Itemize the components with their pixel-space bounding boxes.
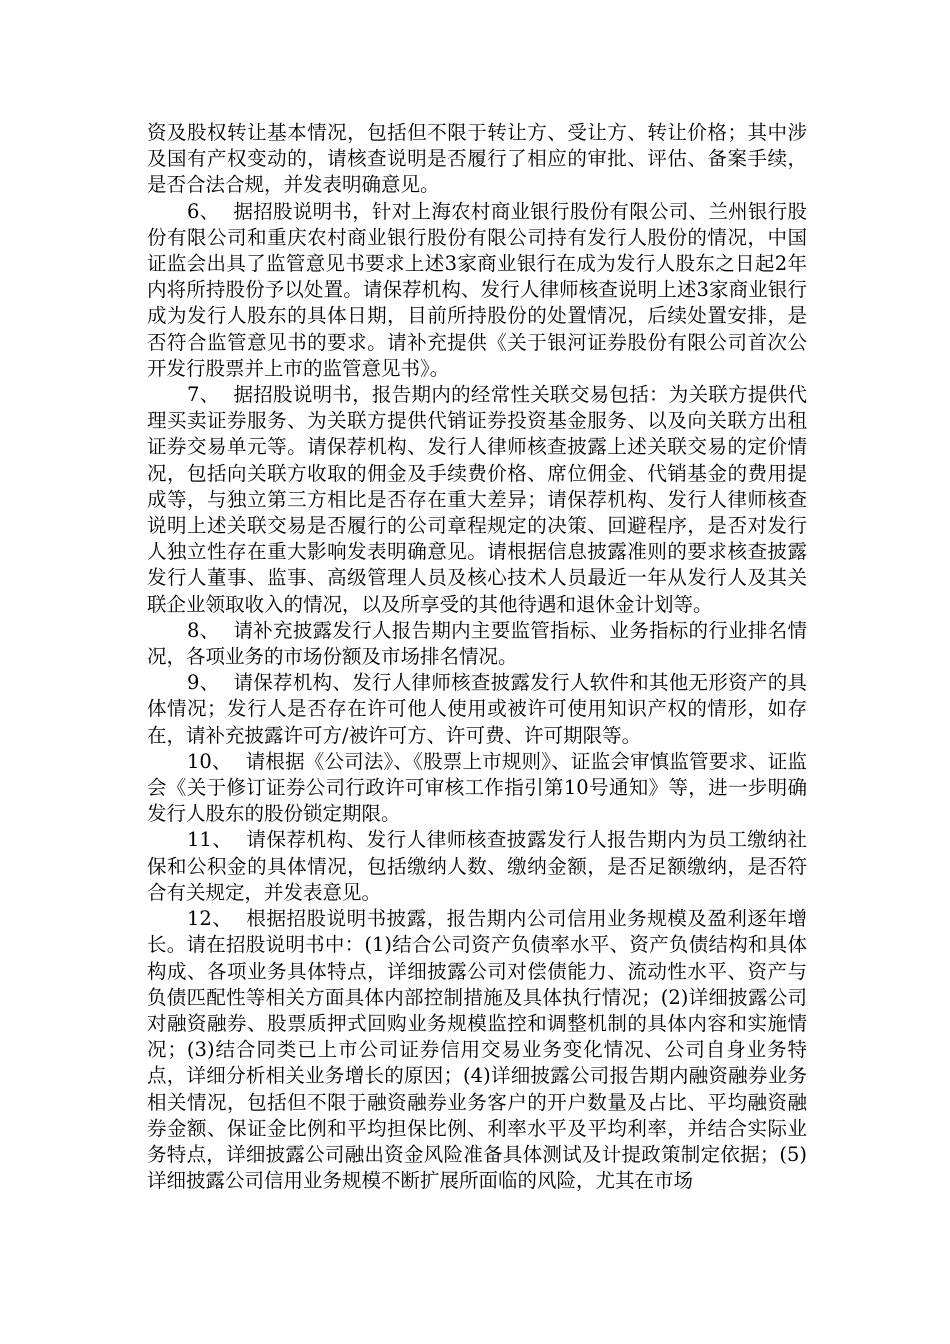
paragraph-item-6	[147, 199, 807, 382]
paragraph-text: 请根据《公司法》、《股票上市规则》、证监会审慎监管要求、证监会《关于修订证券公司行政许可审核工作指引第10号通知》等，进一步明确发行人股东的股份锁定期限。	[147, 749, 807, 826]
paragraph-number: 8、	[187, 618, 220, 642]
paragraph-text: 资及股权转让基本情况，包括但不限于转让方、受让方、转让价格；其中涉及国有产权变动的，请核查说明是否履行了相应的审批、评估、备案手续，是否合法合规，并发表明确意见。	[147, 121, 807, 197]
paragraph-item-7	[147, 382, 807, 618]
paragraph-text: 据招股说明书，报告期内的经常性关联交易包括：为关联方提供代理买卖证券服务、为关联方提供代销证券投资基金服务、以及向关联方出租证券交易单元等。请保荐机构、发行人律师核查披露上述关联交易的定价情况，包括向关联方收取的佣金及手续费价格、席位佣金、代销基金的费用提成等，与独立第三方相比是否存在重大差异；请保荐机构、发行人律师核查说明上述关联交易是否履行的公司章程规定的决策、回避程序，是否对发行人独立性存在重大影响发表明确意见。请根据信息披露准则的要求核查披露发行人董事、监事、高级管理人员及核心技术人员最近一年从发行人及其关联企业领取收入的情况，以及所享受的其他待遇和退休金计划等。	[147, 383, 807, 616]
paragraph-item-10	[147, 749, 807, 828]
paragraph-text: 根据招股说明书披露，报告期内公司信用业务规模及盈利逐年增长。请在招股说明书中：(1)结合公司资产负债率水平、资产负债结构和具体构成、各项业务具体特点，详细披露公司对偿债能力、流动性水平、资产与负债匹配性等相关方面具体内部控制措施及具体执行情况；(2)详细披露公司对融资融券、股票质押式回购业务规模监控和调整机制的具体内容和实施情况；(3)结合同类已上市公司证券信用交易业务变化情况、公司自身业务特点，详细分析相关业务增长的原因；(4)详细披露公司报告期内融资融券业务相关情况，包括但不限于融资融券业务客户的开户数量及占比、平均融资融券金额、保证金比例和平均担保比例、利率水平及平均利率，并结合实际业务特点，详细披露公司融出资金风险准备具体测试及计提政策制定依据；(5)详细披露公司信用业务规模不断扩展所面临的风险，尤其在市场	[147, 907, 807, 1193]
document-page	[147, 120, 807, 1194]
paragraph-number: 9、	[187, 671, 220, 695]
paragraph-text: 请保荐机构、发行人律师核查披露发行人报告期内为员工缴纳社保和公积金的具体情况，包括缴纳人数、缴纳金额，是否足额缴纳，是否符合有关规定，并发表意见。	[147, 828, 807, 904]
paragraph-number: 10、	[187, 749, 232, 773]
paragraph-number: 11、	[187, 828, 233, 852]
paragraph-text: 据招股说明书，针对上海农村商业银行股份有限公司、兰州银行股份有限公司和重庆农村商业银行股份有限公司持有发行人股份的情况，中国证监会出具了监管意见书要求上述3家商业银行在成为发行人股东之日起2年内将所持股份予以处置。请保荐机构、发行人律师核查说明上述3家商业银行成为发行人股东的具体日期，目前所持股份的处置情况，后续处置安排，是否符合监管意见书的要求。请补充提供《关于银河证券股份有限公司首次公开发行股票并上市的监管意见书》。	[147, 199, 807, 380]
paragraph-item-8	[147, 618, 807, 670]
paragraph-continued	[147, 120, 807, 199]
paragraph-item-9	[147, 670, 807, 749]
paragraph-number: 6、	[187, 199, 220, 223]
paragraph-text: 请补充披露发行人报告期内主要监管指标、业务指标的行业排名情况，各项业务的市场份额及市场排名情况。	[147, 618, 807, 669]
paragraph-text: 请保荐机构、发行人律师核查披露发行人软件和其他无形资产的具体情况；发行人是否存在许可他人使用或被许可使用知识产权的情形，如存在，请补充披露许可方/被许可方、许可费、许可期限等。	[147, 671, 807, 747]
paragraph-number: 7、	[187, 383, 220, 407]
paragraph-number: 12、	[187, 907, 233, 931]
paragraph-item-12	[147, 906, 807, 1194]
paragraph-item-11	[147, 827, 807, 906]
